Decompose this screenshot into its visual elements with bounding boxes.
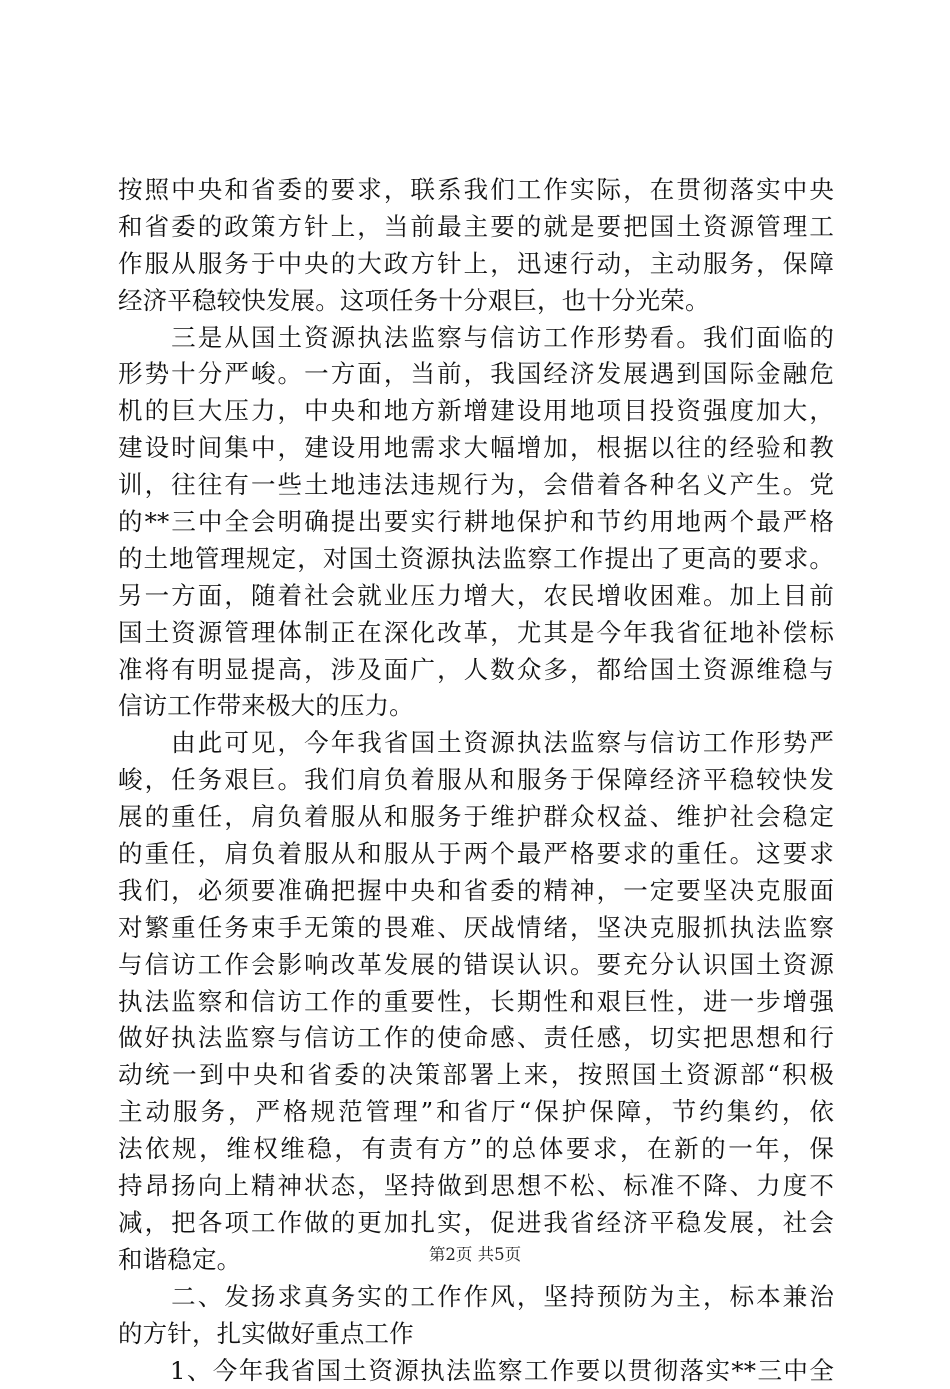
text-line: 国土资源管理体制正在深化改革，尤其是今年我省征地补偿标 [118, 615, 834, 652]
text-line: 与信访工作会影响改革发展的错误认识。要充分认识国土资源 [118, 947, 834, 984]
text-line: 建设时间集中，建设用地需求大幅增加，根据以往的经验和教 [118, 430, 834, 467]
text-line: 作服从服务于中央的大政方针上，迅速行动，主动服务，保障 [118, 246, 834, 283]
text-line: 的**三中全会明确提出要实行耕地保护和节约用地两个最严格 [118, 504, 834, 541]
text-line: 的重任，肩负着服从和服从于两个最严格要求的重任。这要求 [118, 836, 834, 873]
text-line: 展的重任，肩负着服从和服务于维护群众权益、维护社会稳定 [118, 799, 834, 836]
section-heading-line: 的方针，扎实做好重点工作 [118, 1316, 834, 1353]
text-line: 我们，必须要准确把握中央和省委的精神，一定要坚决克服面 [118, 873, 834, 910]
text-line: 对繁重任务束手无策的畏难、厌战情绪，坚决克服抓执法监察 [118, 910, 834, 947]
text-line: 法依规，维权维稳，有责有方”的总体要求，在新的一年，保 [118, 1131, 834, 1168]
text-line: 峻，任务艰巨。我们肩负着服从和服务于保障经济平稳较快发 [118, 762, 834, 799]
document-body [118, 172, 834, 1389]
page-number-footer: 第2页 共5页 [0, 1244, 950, 1266]
section-heading-line: 二、发扬求真务实的工作作风，坚持预防为主，标本兼治 [118, 1279, 834, 1316]
paragraph-start-line: 1、今年我省国土资源执法监察工作要以贯彻落实**三中全 [118, 1353, 834, 1389]
text-line: 和省委的政策方针上，当前最主要的就是要把国土资源管理工 [118, 209, 834, 246]
text-line: 另一方面，随着社会就业压力增大，农民增收困难。加上目前 [118, 578, 834, 615]
paragraph-start-line: 由此可见，今年我省国土资源执法监察与信访工作形势严 [118, 725, 834, 762]
text-line: 动统一到中央和省委的决策部署上来，按照国土资源部“积极 [118, 1057, 834, 1094]
text-line: 训，往往有一些土地违法违规行为，会借着各种名义产生。党 [118, 467, 834, 504]
text-line: 持昂扬向上精神状态，坚持做到思想不松、标准不降、力度不 [118, 1168, 834, 1205]
text-line: 主动服务，严格规范管理”和省厅“保护保障，节约集约，依 [118, 1094, 834, 1131]
text-line: 执法监察和信访工作的重要性，长期性和艰巨性，进一步增强 [118, 984, 834, 1021]
text-line: 形势十分严峻。一方面，当前，我国经济发展遇到国际金融危 [118, 356, 834, 393]
text-line: 经济平稳较快发展。这项任务十分艰巨，也十分光荣。 [118, 283, 834, 320]
text-line: 和谐稳定。 [118, 1242, 834, 1279]
text-line: 机的巨大压力，中央和地方新增建设用地项目投资强度加大， [118, 393, 834, 430]
text-line: 信访工作带来极大的压力。 [118, 688, 834, 725]
text-line: 的土地管理规定，对国土资源执法监察工作提出了更高的要求。 [118, 541, 834, 578]
text-line: 准将有明显提高，涉及面广，人数众多，都给国土资源维稳与 [118, 652, 834, 689]
text-line: 做好执法监察与信访工作的使命感、责任感，切实把思想和行 [118, 1020, 834, 1057]
paragraph-start-line: 三是从国土资源执法监察与信访工作形势看。我们面临的 [118, 320, 834, 357]
text-line: 减，把各项工作做的更加扎实，促进我省经济平稳发展，社会 [118, 1205, 834, 1242]
text-line: 按照中央和省委的要求，联系我们工作实际，在贯彻落实中央 [118, 172, 834, 209]
